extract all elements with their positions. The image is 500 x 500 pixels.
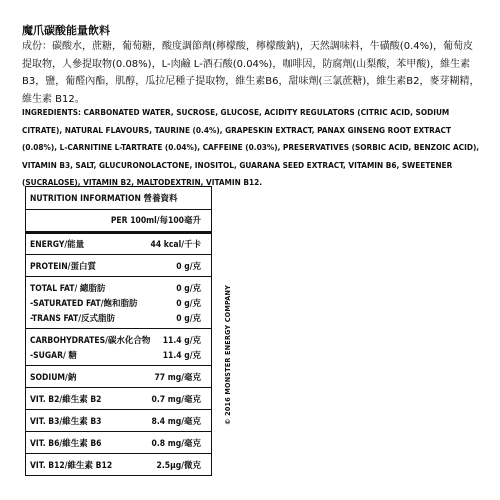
ingredients-english: INGREDIENTS: CARBONATED WATER, SUCROSE, GLUCOSE, ACIDITY REGULATORS (CITRIC ACID, SODIUM CITRATE), NATURAL FLAVOURS, TAURINE (0.4%), GRAPESKIN EXTRACT, PANAX GINSENG ROOT EXTRACT (0.08%), L-CARNITINE L-TARTRATE (0.04%), CAFFEINE (0.03%), PRESERVATIVES (SORBIC ACID, BENZOIC ACID), VITAMIN B3, SALT, GLUCURONOLACTONE, INOSITOL, GUARANA SEED EXTRACT, VITAMIN B6, SWEETENER (SUCRALOSE), VITAMIN B2, MALTODEXTRIN, VITAMIN B12.: [22, 107, 480, 188]
copyright-vertical: [213, 255, 232, 425]
row-value: 0 g/克: [176, 314, 201, 324]
row-value: 0 g/克: [176, 284, 201, 294]
row-value: 77 mg/毫克: [154, 373, 201, 383]
per-serving-text: PER 100ml/每100毫升: [110, 216, 201, 226]
row-label: -SUGAR/ 糖: [30, 351, 77, 361]
row-value: 8.4 mg/毫克: [151, 417, 201, 427]
row-label: PROTEIN/蛋白質: [30, 262, 96, 272]
row-label: VIT. B6/維生素 B6: [30, 439, 102, 449]
row-value: 2.5μg/微克: [156, 461, 201, 471]
row-value: 11.4 g/克: [162, 351, 201, 361]
row-label: VIT. B12/維生素 B12: [30, 461, 113, 471]
row-label: SODIUM/鈉: [30, 373, 77, 383]
row-label: VIT. B3/維生素 B3: [30, 417, 102, 427]
row-label: TOTAL FAT/ 總脂肪: [30, 284, 106, 294]
row-label: CARBOHYDRATES/碳水化合物: [30, 336, 151, 346]
row-value: 0 g/克: [176, 262, 201, 272]
row-label: ENERGY/能量: [30, 240, 85, 250]
row-value: 0.7 mg/毫克: [151, 395, 201, 405]
copyright-text: © 2016 MONSTER ENERGY COMPANY: [223, 285, 232, 425]
product-title: 魔爪碳酸能量飲料: [22, 24, 110, 37]
row-label: -TRANS FAT/反式脂肪: [30, 314, 116, 324]
row-value: 11.4 g/克: [162, 336, 201, 346]
nutrition-heading-text: NUTRITION INFORMATION 營養資料: [30, 194, 178, 204]
row-label: VIT. B2/維生素 B2: [30, 395, 102, 405]
nutrition-panel: [25, 186, 212, 476]
ingredients-chinese: 成份：碳酸水，蔗糖，葡萄糖，酸度調節劑(檸檬酸，檸檬酸鈉)，天然調味料，牛磺酸(0.4%)，葡萄皮提取物，人參提取物(0.08%)，L-肉鹼 L-酒石酸(0.04%)，咖啡因，防腐劑(山梨酸，苯甲酸)，維生素B3，鹽，葡醛內酯，肌醇，瓜拉尼種子提取物，維生素B6，甜味劑(三氯蔗糖)，維生素B2，麥芽糊精，維生素 B12。: [22, 41, 480, 105]
row-value: 44 kcal/千卡: [150, 240, 201, 250]
row-value: 0 g/克: [176, 299, 201, 309]
row-value: 0.8 mg/毫克: [151, 439, 201, 449]
row-label: -SATURATED FAT/飽和脂肪: [30, 299, 138, 309]
